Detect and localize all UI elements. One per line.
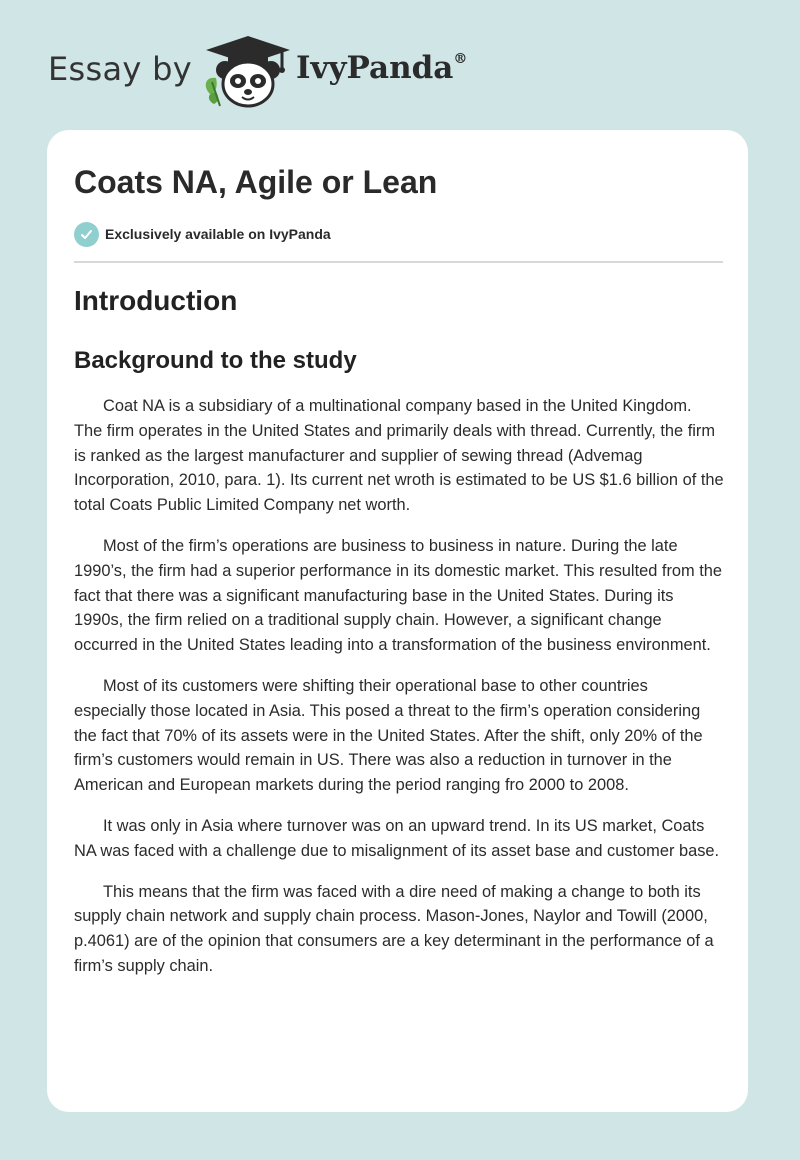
brand-name: [296, 50, 467, 86]
brand-text: IvyPanda: [296, 50, 454, 86]
paragraph: This means that the firm was faced with a dire need of making a change to both its supply chain network and supply chain process. Mason-Jones, Naylor and Towill (2000, p.4061) are of the opinion that consumers are a key determinant in the performance of a firm’s supply chain.: [74, 882, 714, 975]
registered-mark: ®: [453, 50, 468, 67]
panda-logo-icon: [200, 34, 296, 110]
paragraph: It was only in Asia where turnover was on an upward trend. In its US market, Coats NA was faced with a challenge due to misalignment of its asset base and customer base.: [74, 816, 720, 860]
essay-body: [74, 394, 724, 995]
section-heading: Introduction: [74, 285, 238, 316]
essay-by-label: Essay by: [48, 50, 192, 88]
paragraph: Coat NA is a subsidiary of a multinational company based in the United Kingdom. The firm operates in the United States and primarily deals with thread. Currently, the firm is ranked as the largest manufacturer and supplier of sewing thread (Advemag Incorporation, 2010, para. 1). Its current net wroth is estimated to be US $1.6 billion of the total Coats Public Limited Company net worth.: [74, 397, 724, 515]
exclusive-badge: [74, 221, 331, 247]
essay-card: [47, 130, 748, 1112]
divider: [74, 261, 723, 263]
essay-title: Coats NA, Agile or Lean: [74, 164, 438, 200]
site-header: [0, 0, 800, 130]
check-icon: [74, 222, 99, 247]
badge-text: Exclusively available on IvyPanda: [105, 226, 331, 242]
paragraph: Most of its customers were shifting their operational base to other countries especially those located in Asia. This posed a threat to the firm’s operation considering the fact that 70% of its assets were in the United States. After the shift, only 20% of the firm’s customers would remain in US. There was also a reduction in turnover in the American and European markets during the period ranging fro 2000 to 2008.: [74, 676, 703, 795]
paragraph: Most of the firm’s operations are business to business in nature. During the late 1990’s, the firm had a superior performance in its domestic market. This resulted from the fact that there was a significant manufacturing base in the United States. During its 1990s, the firm relied on a traditional supply chain. However, a significant change occurred in the United States leading into a transformation of the business environment.: [74, 536, 723, 655]
subsection-heading: Background to the study: [74, 347, 357, 374]
